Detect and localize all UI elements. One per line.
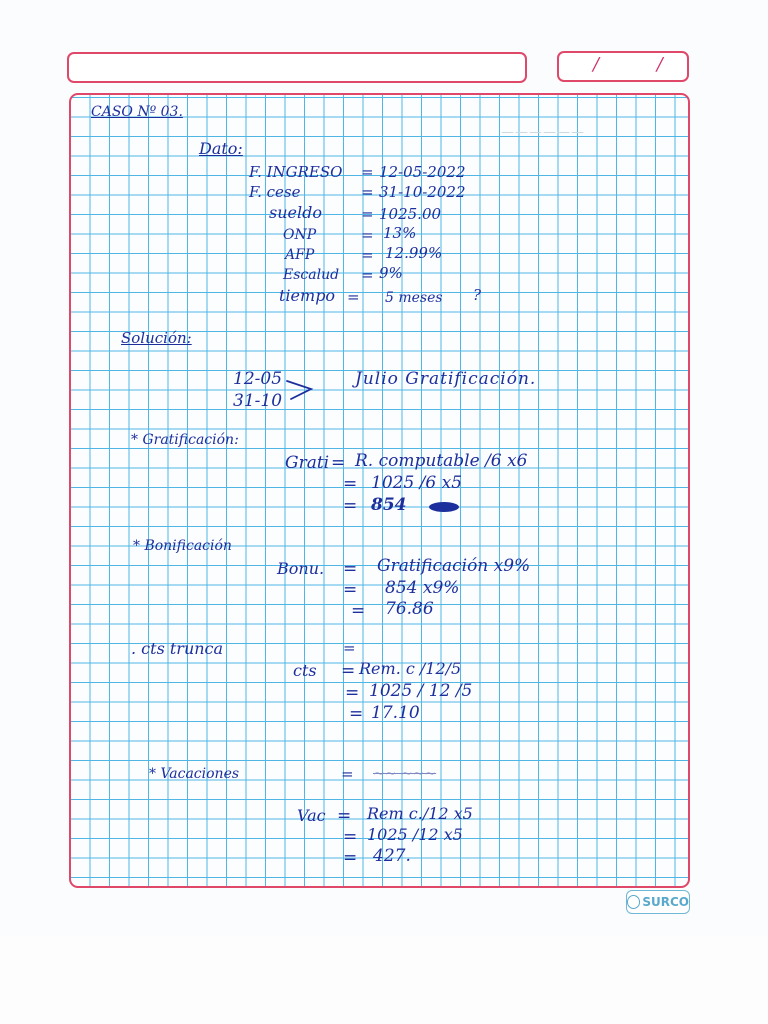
eq-sign: =: [343, 580, 358, 600]
eq-sign: =: [343, 474, 358, 494]
solucion-heading: Solución:: [121, 329, 192, 347]
dato-value-sueldo: 1025.00: [379, 205, 442, 223]
graph-paper-grid: [69, 93, 690, 888]
gratificacion-label: Grati: [285, 453, 330, 473]
logo-circle-icon: [627, 895, 640, 909]
range-note: Julio Gratificación.: [355, 369, 537, 389]
dato-eq: =: [361, 163, 374, 181]
eq-sign: =: [343, 827, 358, 847]
logo-text: SURCO: [642, 895, 689, 909]
case-title: CASO Nº 03.: [91, 104, 183, 120]
bleed-through: ——————: [501, 125, 585, 140]
cts-line-1: Rem. c /12/5: [359, 659, 462, 678]
range-end: 31-10: [233, 391, 283, 411]
dato-eq: =: [361, 246, 374, 264]
datos-heading: Dato:: [199, 139, 243, 158]
dato-value-cese: 31-10-2022: [379, 183, 466, 201]
brand-logo: [626, 890, 690, 914]
bonificacion-label: Bonu.: [277, 559, 325, 578]
cts-label: cts: [293, 661, 317, 680]
dato-value-tiempo: 5 meses: [385, 290, 443, 306]
eq-sign: =: [343, 848, 358, 868]
eq-sign: =: [343, 559, 358, 579]
dato-value-afp: 12.99%: [385, 244, 443, 262]
vacaciones-label: Vac: [297, 806, 326, 825]
question-mark: ?: [473, 286, 482, 304]
dato-label-ingreso: F. INGRESO: [249, 163, 343, 181]
dato-eq: =: [361, 266, 374, 284]
header-date-field: [557, 51, 689, 82]
gratificacion-heading: * Gratificación:: [131, 432, 239, 448]
dato-value-onp: 13%: [383, 224, 417, 242]
eq-sign: =: [343, 496, 358, 516]
vacaciones-line-2: 1025 /12 x5: [367, 825, 463, 844]
eq-sign: =: [331, 453, 346, 473]
dato-label-essalud: Escalud: [283, 267, 340, 283]
dato-label-tiempo: tiempo: [279, 286, 336, 305]
dato-eq: =: [361, 205, 374, 223]
dato-value-ingreso: 12-05-2022: [379, 163, 466, 181]
dato-value-essalud: 9%: [379, 264, 403, 282]
arrow-icon: [285, 377, 315, 403]
gratificacion-line-3: 854: [371, 495, 407, 515]
dato-eq: =: [361, 183, 374, 201]
date-slashes: / /: [593, 54, 689, 75]
dato-label-afp: AFP: [285, 247, 315, 263]
eq-sign: =: [341, 661, 356, 681]
cts-line-3: 17.10: [371, 703, 420, 723]
eq-sign: =: [341, 765, 354, 783]
dato-eq: =: [361, 226, 374, 244]
eq-sign: =: [345, 683, 360, 703]
eq-sign: =: [337, 806, 352, 826]
bonificacion-heading: * Bonificación: [133, 538, 232, 554]
dato-label-onp: ONP: [283, 227, 317, 243]
gratificacion-line-2: 1025 /6 x5: [371, 473, 463, 493]
dato-label-sueldo: sueldo: [269, 203, 322, 222]
range-start: 12-05: [233, 369, 283, 389]
eq-sign: =: [351, 601, 366, 621]
scribble-mark: [427, 500, 461, 514]
gratificacion-line-1: R. computable /6 x6: [355, 451, 528, 471]
crossed-note: ~~ ~~~: [373, 766, 437, 782]
vacaciones-heading: * Vacaciones: [149, 766, 240, 782]
header-name-field: [67, 52, 527, 83]
cts-line-2: 1025 / 12 /5: [369, 681, 473, 701]
dato-label-cese: F. cese: [249, 183, 301, 201]
eq-sign: =: [349, 704, 364, 724]
vacaciones-line-3: 427.: [373, 846, 411, 866]
vacaciones-line-1: Rem c./12 x5: [367, 804, 473, 823]
eq-sign: =: [343, 639, 356, 657]
cts-heading: . cts trunca: [131, 639, 224, 658]
bonificacion-line-1: Gratificación x9%: [377, 556, 531, 576]
bonificacion-line-3: 76.86: [385, 599, 434, 619]
bonificacion-line-2: 854 x9%: [385, 578, 460, 598]
dato-eq: =: [347, 288, 360, 306]
